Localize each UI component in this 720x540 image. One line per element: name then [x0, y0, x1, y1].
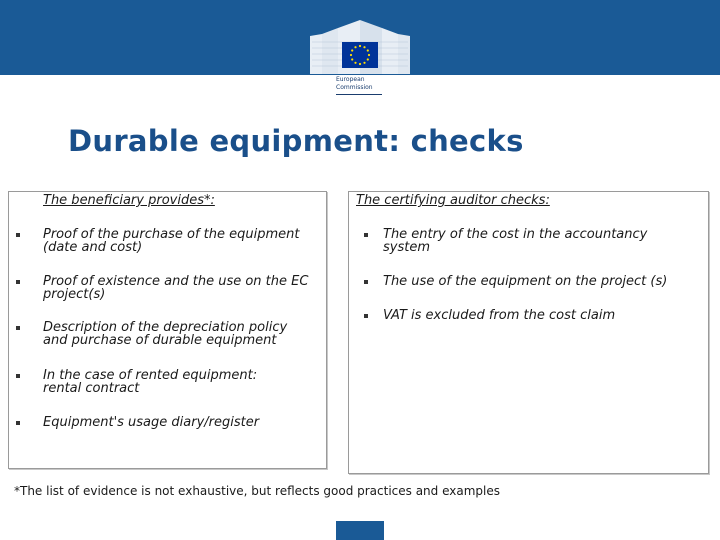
bullet-icon [16, 326, 20, 330]
bullet-icon [364, 314, 368, 318]
page-title: Durable equipment: checks [68, 124, 524, 158]
bullet-icon [16, 421, 20, 425]
bullet-icon [364, 233, 368, 237]
beneficiary-item: Equipment's usage diary/register [43, 415, 260, 430]
footnote: *The list of evidence is not exhaustive, but reflects good practices and examples [14, 484, 500, 498]
beneficiary-item: Proof of the purchase of the equipment (date and cost) [43, 227, 300, 255]
logo-line-2: Commission [336, 84, 373, 91]
bullet-icon [16, 374, 20, 378]
beneficiary-heading: The beneficiary provides*: [43, 193, 215, 208]
logo-text [336, 76, 406, 92]
logo-underline [336, 94, 382, 95]
auditor-item: VAT is excluded from the cost claim [383, 308, 616, 323]
beneficiary-item: Proof of existence and the use on the EC project(s) [43, 274, 309, 302]
auditor-heading: The certifying auditor checks: [356, 193, 550, 208]
beneficiary-item: In the case of rented equipment: rental contract [43, 368, 258, 396]
auditor-item: The use of the equipment on the project (s) [383, 274, 668, 289]
bottom-flag-icon [336, 521, 384, 540]
beneficiary-item: Description of the depreciation policy and purchase of durable equipment [43, 320, 288, 348]
logo-line-1: European [336, 76, 365, 83]
bullet-icon [16, 233, 20, 237]
bullet-icon [364, 280, 368, 284]
bullet-icon [16, 280, 20, 284]
auditor-item: The entry of the cost in the accountancy system [383, 227, 648, 255]
